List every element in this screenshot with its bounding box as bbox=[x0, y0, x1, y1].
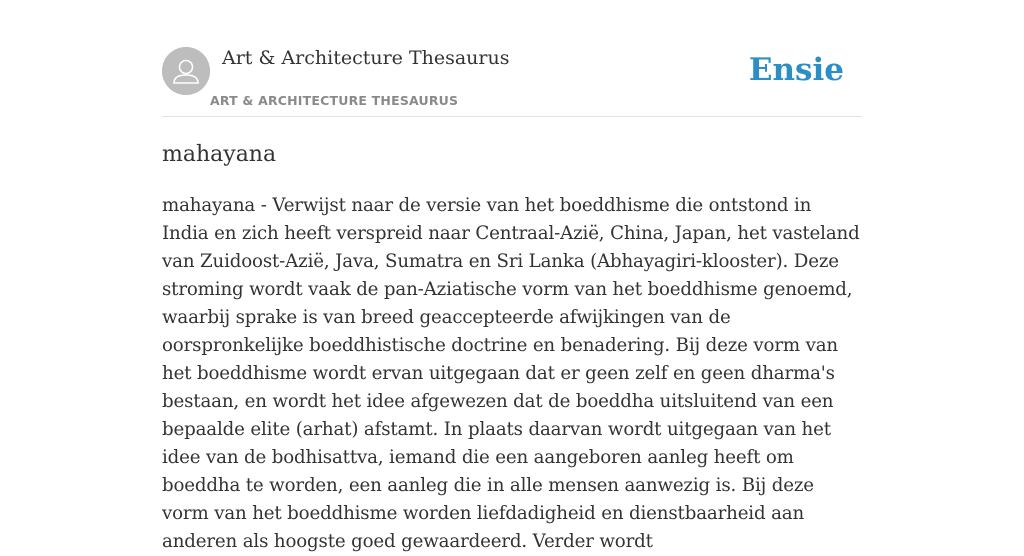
ensie-logo[interactable]: Ensie bbox=[748, 52, 844, 88]
source-header bbox=[162, 46, 862, 117]
source-subtitle[interactable]: ART & ARCHITECTURE THESAURUS bbox=[210, 93, 459, 108]
user-avatar-icon[interactable] bbox=[162, 47, 210, 95]
entry-definition: mahayana - Verwijst naar de versie van het boeddhisme die ontstond in India en zich heeft verspreid naar Centraal-Azië, China, Japan, het vasteland van Zuidoost-Azië, Java, Sumatra en Sri Lanka (Abhayagiri-klooster). Deze stroming wordt vaak de pan-Aziatische vorm van het boeddhisme genoemd, waarbij sprake is van breed geaccepteerde afwijkingen van de oorspronkelijke boeddhistische doctrine en benadering. Bij deze vorm van het boeddhisme wordt ervan uitgegaan dat er geen zelf en geen dharma's bestaan, en wordt het idee afgewezen dat de boeddha uitsluitend van een bepaalde elite (arhat) afstamt. In plaats daarvan wordt uitgegaan van het idee van de bodhisattva, iemand die een aangeboren aanleg heeft om boeddha te worden, een aanleg die in alle mensen aanwezig is. Bij deze vorm van het boeddhisme worden liefdadigheid en dienstbaarheid aan anderen als hoogste goed gewaardeerd. Verder wordt bbox=[162, 195, 860, 552]
entry-term: mahayana bbox=[162, 142, 277, 167]
source-title[interactable]: Art & Architecture Thesaurus bbox=[222, 47, 510, 69]
